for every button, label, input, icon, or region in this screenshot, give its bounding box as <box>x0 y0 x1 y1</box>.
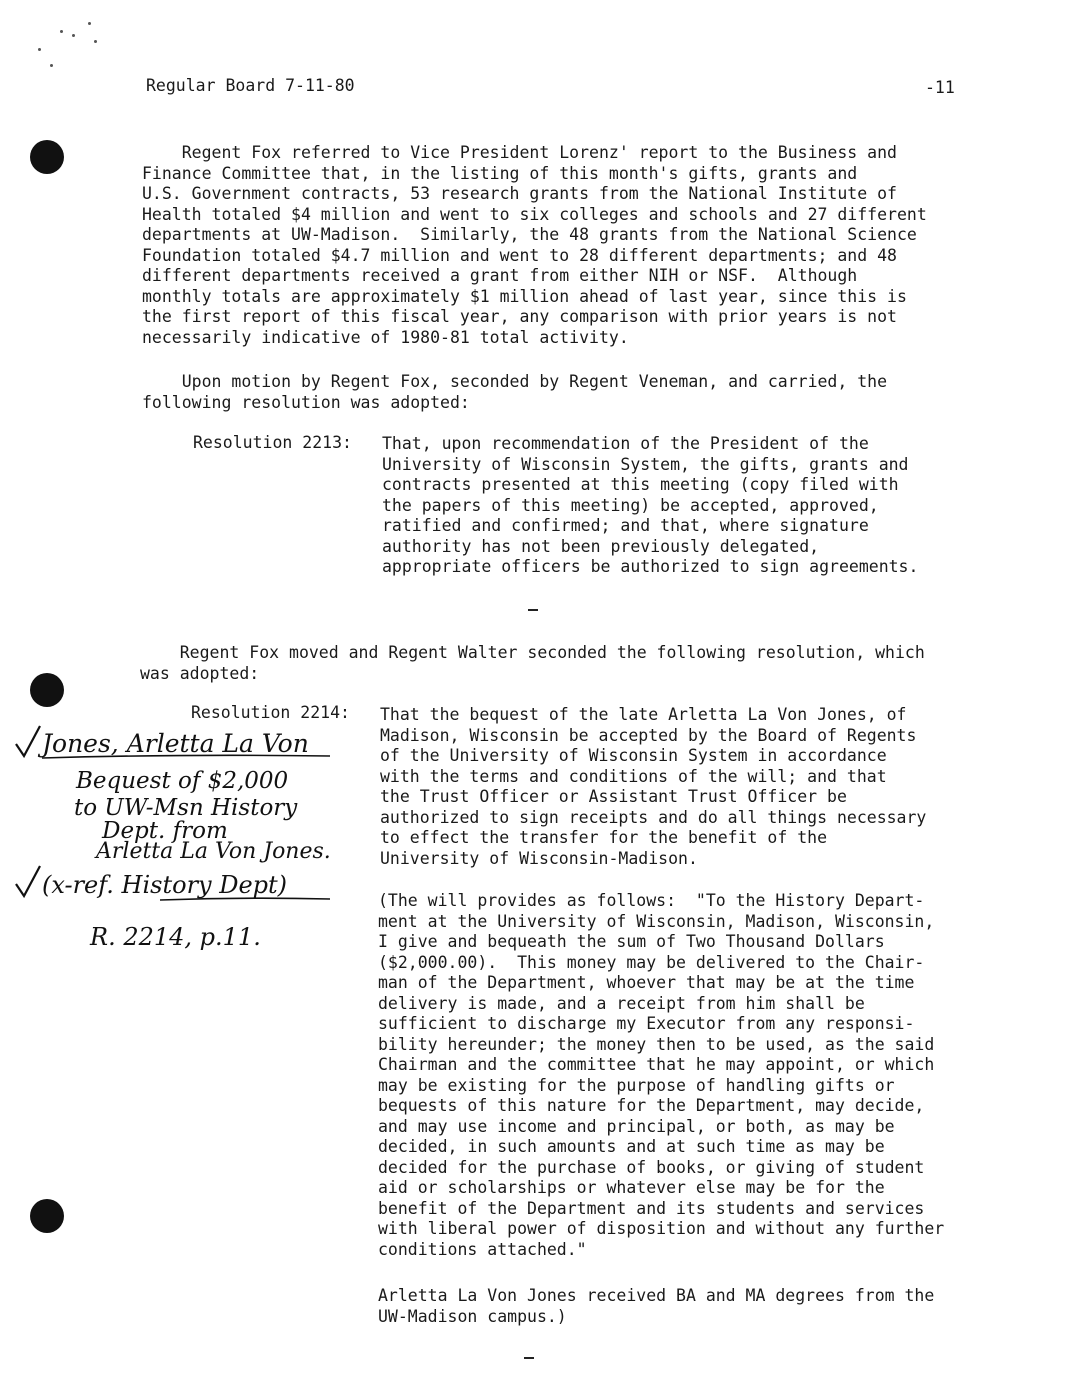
text-line: Finance Committee that, in the listing of this month's gifts, grants and <box>142 163 858 183</box>
text-line: UW-Madison campus.) <box>378 1306 567 1326</box>
handwritten-resolution-reference: R. 2214, p.11. <box>90 923 261 951</box>
handwritten-cross-reference: (x-ref. History Dept) <box>42 871 288 899</box>
check-mark-icon <box>16 726 40 756</box>
text-line: departments at UW-Madison. Similarly, the 48 grants from the National Science <box>142 225 917 244</box>
text-line: decided, in such amounts and at such time as may be <box>378 1137 885 1156</box>
text-line: to effect the transfer for the benefit of the <box>380 828 828 847</box>
resolution-2214-label: Resolution 2214: <box>191 703 350 722</box>
text-line: ment at the University of Wisconsin, Madison, Wisconsin, <box>378 911 935 931</box>
text-line: decided for the purchase of books, or giving of student <box>378 1157 925 1177</box>
text-line: of the University of Wisconsin System in accordance <box>380 746 887 765</box>
text-line: authorized to sign receipts and do all things necessary <box>380 807 927 827</box>
page-header-title: Regular Board 7-11-80 <box>146 76 355 95</box>
text-line: Regent Fox referred to Vice President Lorenz' report to the Business and <box>142 143 897 162</box>
resolution-2213-label: Resolution 2213: <box>193 433 352 452</box>
text-line: following resolution was adopted: <box>142 392 470 412</box>
handwritten-note-line: to UW-Msn History <box>74 795 298 821</box>
text-line: (The will provides as follows: "To the History Depart- <box>378 891 925 910</box>
text-line: Upon motion by Regent Fox, seconded by Regent Veneman, and carried, the <box>142 372 888 391</box>
text-line: Arletta La Von Jones received BA and MA degrees from the <box>378 1286 935 1305</box>
text-line: That the bequest of the late Arletta La Von Jones, of <box>380 705 907 724</box>
handwritten-index-name: Jones, Arletta La Von <box>42 729 309 758</box>
text-line: the first report of this fiscal year, any comparison with prior years is not <box>142 307 897 326</box>
page-number: -11 <box>925 78 955 97</box>
text-line: with the terms and conditions of the will; and that <box>380 766 887 786</box>
text-line: I give and bequeath the sum of Two Thousand Dollars <box>378 932 885 951</box>
text-line: sufficient to discharge my Executor from any responsi- <box>378 1014 915 1033</box>
text-line: bequests of this nature for the Department, may decide, <box>378 1096 925 1115</box>
text-line: Foundation totaled $4.7 million and went to 28 different departments; and 48 <box>142 245 897 265</box>
underline-stroke <box>160 898 330 900</box>
text-line: the Trust Officer or Assistant Trust Officer be <box>380 787 847 806</box>
text-line: authority has not been previously delegated, <box>382 536 820 556</box>
text-line: Health totaled $4 million and went to six colleges and schools and 27 different <box>142 204 927 224</box>
check-mark-icon <box>16 866 40 896</box>
text-line: Chairman and the committee that he may appoint, or which <box>378 1055 935 1074</box>
handwritten-note-line: Dept. from <box>102 818 228 844</box>
text-line: and may use income and principal, or both, as may be <box>378 1116 895 1136</box>
text-line: may be existing for the purpose of handling gifts or <box>378 1075 895 1095</box>
handwritten-note-line: Bequest of $2,000 <box>76 768 289 794</box>
text-line: man of the Department, whoever that may be at the time <box>378 973 915 992</box>
handwritten-note-line: Arletta La Von Jones. <box>96 839 331 864</box>
text-line: University of Wisconsin System, the gifts, grants and <box>382 454 909 474</box>
text-line: delivery is made, and a receipt from him shall be <box>378 993 865 1013</box>
text-line: appropriate officers be authorized to sign agreements. <box>382 557 919 576</box>
text-line: the papers of this meeting) be accepted, approved, <box>382 495 879 515</box>
text-line: Regent Fox moved and Regent Walter seconded the following resolution, which <box>140 643 925 662</box>
text-line: U.S. Government contracts, 53 research grants from the National Institute of <box>142 184 897 203</box>
text-line: different departments received a grant from either NIH or NSF. Although <box>142 266 858 285</box>
text-line: conditions attached." <box>378 1239 587 1259</box>
text-line: benefit of the Department and its students and services <box>378 1198 925 1218</box>
text-line: ($2,000.00). This money may be delivered to the Chair- <box>378 952 925 972</box>
text-line: aid or scholarships or whatever else may be for the <box>378 1178 885 1197</box>
text-line: bility hereunder; the money then to be used, as the said <box>378 1034 935 1054</box>
text-line: monthly totals are approximately $1 million ahead of last year, since this is <box>142 286 907 306</box>
text-line: ratified and confirmed; and that, where signature <box>382 516 869 535</box>
text-line: was adopted: <box>140 663 260 683</box>
text-line: necessarily indicative of 1980-81 total activity. <box>142 327 629 347</box>
text-line: with liberal power of disposition and without any further <box>378 1219 945 1238</box>
text-line: contracts presented at this meeting (copy filed with <box>382 475 899 494</box>
text-line: That, upon recommendation of the President of the <box>382 434 869 453</box>
text-line: University of Wisconsin-Madison. <box>380 848 698 868</box>
text-line: Madison, Wisconsin be accepted by the Board of Regents <box>380 725 917 745</box>
